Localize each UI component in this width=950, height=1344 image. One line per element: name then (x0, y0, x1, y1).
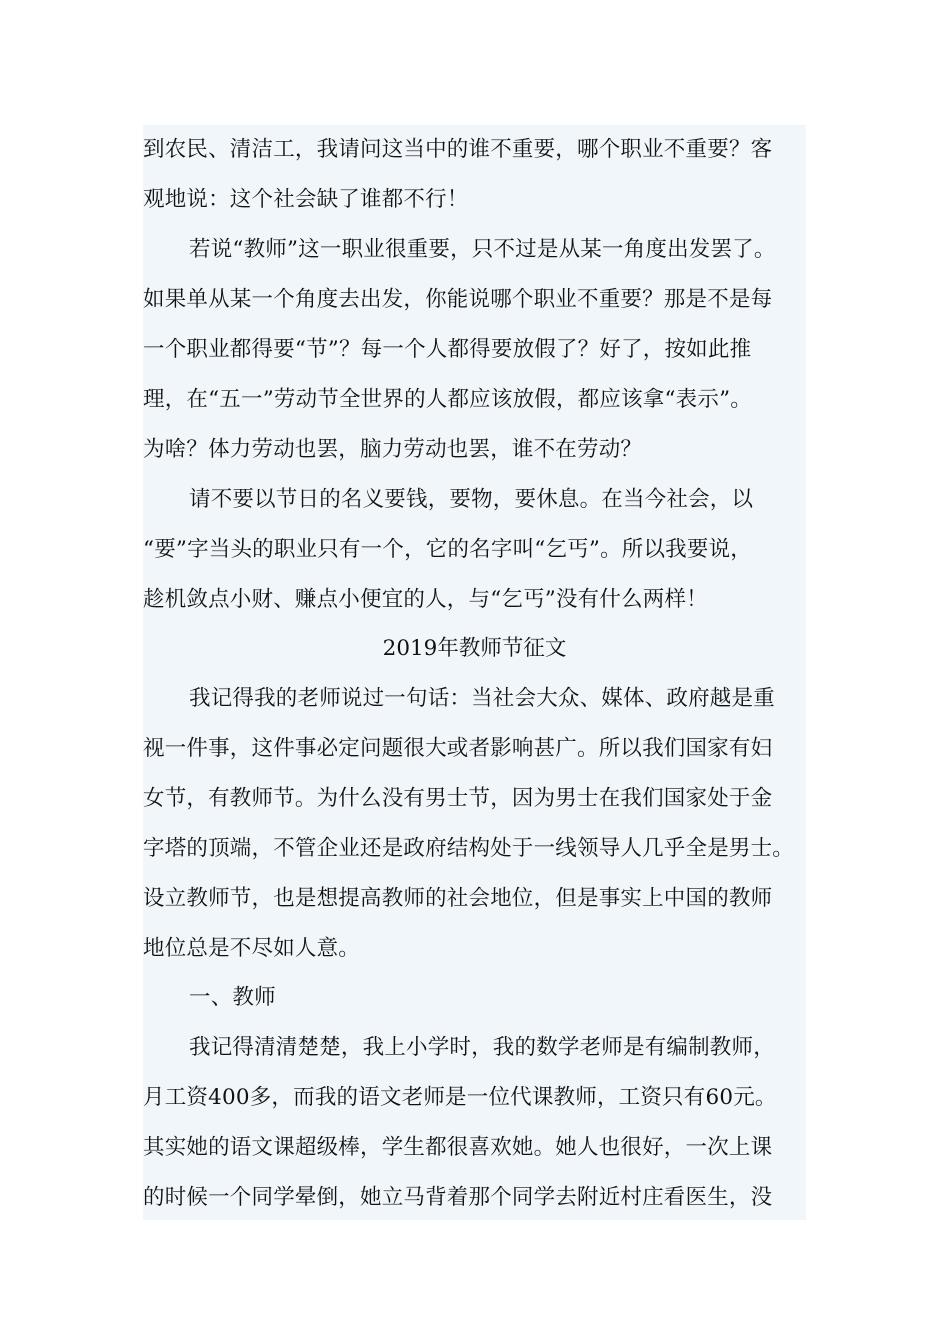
section-title: 2019年教师节征文 (382, 636, 567, 661)
paragraph-line: 请不要以节日的名义要钱，要物，要休息。在当今社会，以 (189, 487, 754, 512)
paragraph-line: 一个职业都得要“节”？每一个人都得要放假了？好了，按如此推 (143, 337, 752, 362)
paragraph-line: 女节，有教师节。为什么没有男士节，因为男士在我们国家处于金 (143, 786, 773, 811)
subsection-heading: 一、教师 (189, 985, 276, 1010)
paragraph-line: 月工资400多，而我的语文老师是一位代课教师，工资只有60元。 (143, 1085, 777, 1110)
paragraph-line: 如果单从某一个角度去出发，你能说哪个职业不重要？那是不是每 (143, 287, 773, 312)
paragraph-line: 我记得清清楚楚，我上小学时，我的数学老师是有编制教师， (189, 1035, 775, 1060)
paragraph-line: 我记得我的老师说过一句话：当社会大众、媒体、政府越是重 (189, 686, 775, 711)
paragraph-line: 地位总是不尽如人意。 (143, 936, 361, 961)
paragraph-line: 若说“教师”这一职业很重要，只不过是从某一角度出发罢了。 (189, 237, 776, 262)
paragraph-line: 字塔的顶端，不管企业还是政府结构处于一线领导人几乎全是男士。 (143, 836, 795, 861)
paragraph-line: 的时候一个同学晕倒，她立马背着那个同学去附近村庄看医生，没 (143, 1185, 773, 1210)
paragraph-line: 到农民、清洁工，我请问这当中的谁不重要，哪个职业不重要？客 (143, 137, 773, 162)
paragraph-line: 理，在“五一”劳动节全世界的人都应该放假，都应该拿“表示”。 (143, 387, 752, 412)
paragraph-line: “要”字当头的职业只有一个，它的名字叫“乞丐”。所以我要说， (143, 537, 752, 562)
paragraph-line: 设立教师节，也是想提高教师的社会地位，但是事实上中国的教师 (143, 886, 773, 911)
paragraph-line: 观地说：这个社会缺了谁都不行！ (143, 187, 469, 212)
paragraph-line: 为啥？体力劳动也罢，脑力劳动也罢，谁不在劳动？ (143, 437, 643, 462)
paragraph-line: 视一件事，这件事必定问题很大或者影响甚广。所以我们国家有妇 (143, 736, 773, 761)
paragraph-line: 趁机敛点小财、赚点小便宜的人，与“乞丐”没有什么两样！ (143, 587, 708, 612)
paragraph-line: 其实她的语文课超级棒，学生都很喜欢她。她人也很好，一次上课 (143, 1135, 773, 1160)
